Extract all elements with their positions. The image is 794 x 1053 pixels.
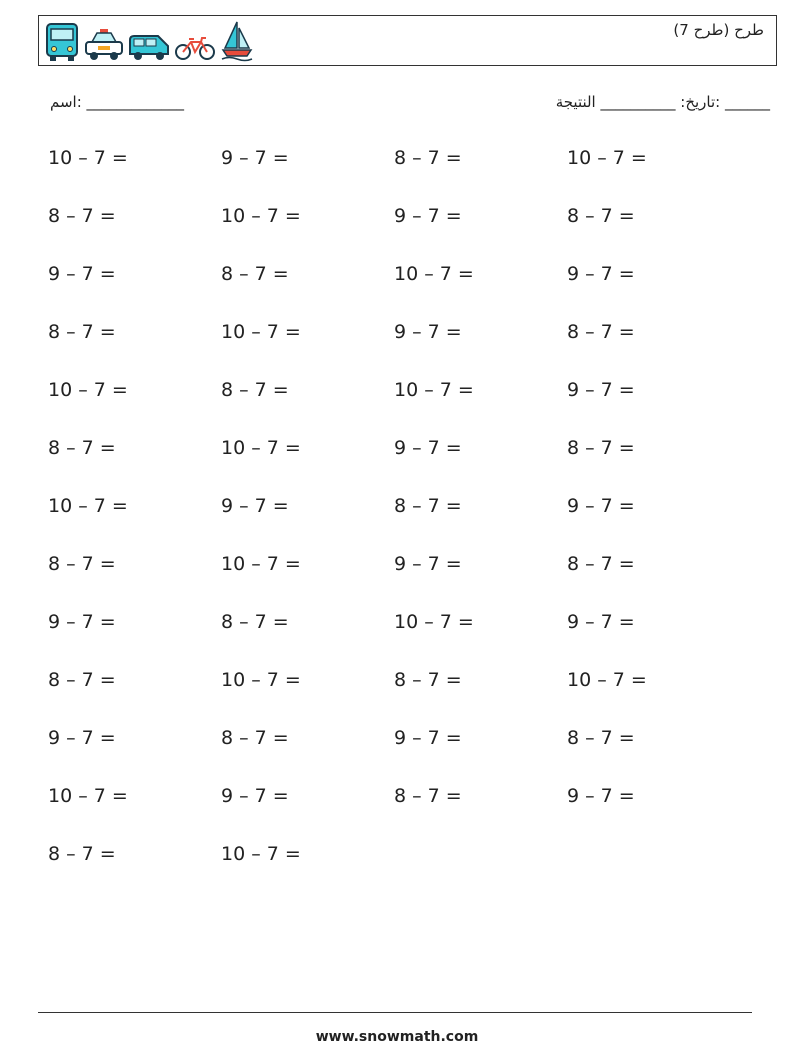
sailboat-icon (220, 20, 254, 62)
worksheet-title: طرح (طرح 7) (673, 21, 764, 39)
problem-8-2: 10 – 7 = (221, 553, 301, 575)
problem-2-3: 9 – 7 = (394, 205, 462, 227)
problem-2-2: 10 – 7 = (221, 205, 301, 227)
problem-1-2: 9 – 7 = (221, 147, 289, 169)
problem-10-2: 10 – 7 = (221, 669, 301, 691)
name-field-label: اسم: _____________ (50, 93, 185, 111)
problem-13-1: 8 – 7 = (48, 843, 116, 865)
problem-6-1: 8 – 7 = (48, 437, 116, 459)
problem-6-4: 8 – 7 = (567, 437, 635, 459)
problem-4-3: 9 – 7 = (394, 321, 462, 343)
header-icons (44, 20, 254, 62)
problem-10-3: 8 – 7 = (394, 669, 462, 691)
problem-12-3: 8 – 7 = (394, 785, 462, 807)
van-icon (128, 34, 170, 62)
problem-9-3: 10 – 7 = (394, 611, 474, 633)
problem-7-1: 10 – 7 = (48, 495, 128, 517)
problem-7-3: 8 – 7 = (394, 495, 462, 517)
problem-3-3: 10 – 7 = (394, 263, 474, 285)
date-score-field-label: ______ :تاريخ: __________ النتيجة (555, 93, 770, 111)
problem-5-2: 8 – 7 = (221, 379, 289, 401)
problem-5-1: 10 – 7 = (48, 379, 128, 401)
problem-7-2: 9 – 7 = (221, 495, 289, 517)
problem-2-1: 8 – 7 = (48, 205, 116, 227)
problem-10-4: 10 – 7 = (567, 669, 647, 691)
problem-12-2: 9 – 7 = (221, 785, 289, 807)
problem-9-4: 9 – 7 = (567, 611, 635, 633)
problem-2-4: 8 – 7 = (567, 205, 635, 227)
problem-7-4: 9 – 7 = (567, 495, 635, 517)
problem-3-2: 8 – 7 = (221, 263, 289, 285)
footer-divider (38, 1012, 752, 1013)
problem-9-1: 9 – 7 = (48, 611, 116, 633)
problem-4-2: 10 – 7 = (221, 321, 301, 343)
problem-1-1: 10 – 7 = (48, 147, 128, 169)
problem-12-4: 9 – 7 = (567, 785, 635, 807)
problem-4-4: 8 – 7 = (567, 321, 635, 343)
problem-11-3: 9 – 7 = (394, 727, 462, 749)
problem-3-4: 9 – 7 = (567, 263, 635, 285)
problem-10-1: 8 – 7 = (48, 669, 116, 691)
footer-url: www.snowmath.com (315, 1029, 479, 1045)
problem-11-1: 9 – 7 = (48, 727, 116, 749)
problem-6-3: 9 – 7 = (394, 437, 462, 459)
problem-11-2: 8 – 7 = (221, 727, 289, 749)
problem-8-4: 8 – 7 = (567, 553, 635, 575)
problem-8-1: 8 – 7 = (48, 553, 116, 575)
bicycle-icon (174, 36, 216, 62)
police-car-icon (84, 28, 124, 62)
problem-6-2: 10 – 7 = (221, 437, 301, 459)
worksheet-header (38, 15, 777, 66)
problem-12-1: 10 – 7 = (48, 785, 128, 807)
problem-4-1: 8 – 7 = (48, 321, 116, 343)
problem-1-3: 8 – 7 = (394, 147, 462, 169)
problem-5-4: 9 – 7 = (567, 379, 635, 401)
problem-13-2: 10 – 7 = (221, 843, 301, 865)
problem-9-2: 8 – 7 = (221, 611, 289, 633)
problem-8-3: 9 – 7 = (394, 553, 462, 575)
problem-5-3: 10 – 7 = (394, 379, 474, 401)
bus-icon (44, 22, 80, 62)
problem-1-4: 10 – 7 = (567, 147, 647, 169)
problem-11-4: 8 – 7 = (567, 727, 635, 749)
problem-3-1: 9 – 7 = (48, 263, 116, 285)
